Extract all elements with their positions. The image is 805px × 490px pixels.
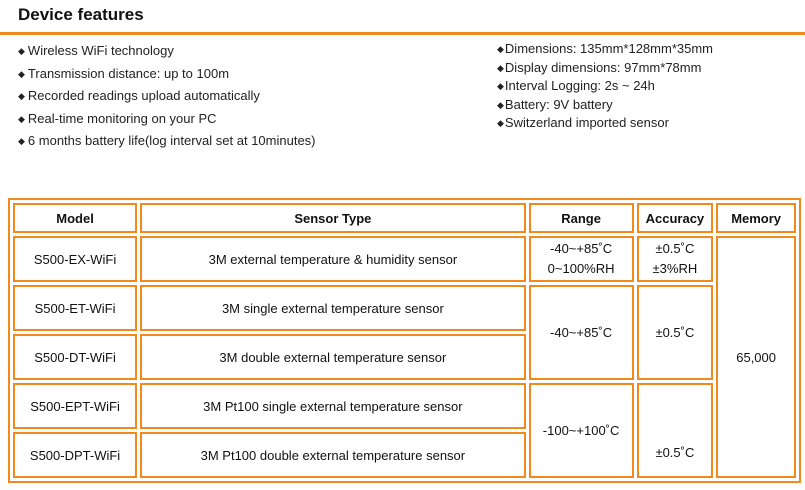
feature-item: ◆ Transmission distance: up to 100m (18, 63, 316, 86)
header-sensor-type: Sensor Type (140, 203, 526, 233)
section-title: Device features (18, 5, 144, 24)
accuracy-cell: ±0.5˚C (637, 285, 714, 380)
header-model: Model (13, 203, 137, 233)
feature-item: ◆Interval Logging: 2s ~ 24h (497, 77, 713, 96)
diamond-bullet-icon: ◆ (497, 62, 504, 73)
diamond-bullet-icon: ◆ (18, 113, 25, 124)
range-temp: -40~+85˚C (550, 241, 613, 256)
accuracy-temp: ±0.5˚C (655, 241, 695, 256)
header-range: Range (529, 203, 634, 233)
diamond-bullet-icon: ◆ (497, 99, 504, 110)
range-cell: -40~+85˚C (529, 285, 634, 380)
table-row (13, 236, 796, 282)
section-header (0, 0, 805, 34)
feature-item: ◆ 6 months battery life(log interval set at 10minutes) (18, 130, 316, 153)
diamond-bullet-icon: ◆ (18, 46, 25, 56)
sensor-cell: 3M Pt100 double external temperature sensor (140, 432, 526, 478)
feature-item: ◆Display dimensions: 97mm*78mm (497, 59, 713, 78)
accuracy-cell: ±0.5˚C (637, 383, 714, 478)
sensor-cell: 3M external temperature & humidity sensor (140, 236, 526, 282)
features-list-right (497, 40, 713, 133)
feature-item: ◆ Real-time monitoring on your PC (18, 108, 316, 131)
diamond-bullet-icon: ◆ (497, 118, 504, 128)
sensor-cell: 3M Pt100 single external temperature sensor (140, 383, 526, 429)
sensor-cell: 3M double external temperature sensor (140, 334, 526, 380)
feature-item: ◆Battery: 9V battery (497, 96, 713, 115)
spec-table (8, 198, 801, 483)
model-cell: S500-ET-WiFi (13, 285, 137, 331)
table-row (13, 383, 796, 429)
table-row (13, 285, 796, 331)
feature-item: ◆Switzerland imported sensor (497, 114, 713, 133)
model-cell: S500-DPT-WiFi (13, 432, 137, 478)
header-divider (0, 32, 805, 35)
diamond-bullet-icon: ◆ (18, 68, 25, 79)
memory-cell: 65,000 (716, 236, 796, 478)
diamond-bullet-icon: ◆ (497, 44, 504, 54)
range-cell (529, 236, 634, 282)
table-header-row (13, 203, 796, 233)
feature-item: ◆ Wireless WiFi technology (18, 40, 316, 63)
header-memory: Memory (716, 203, 796, 233)
sensor-cell: 3M single external temperature sensor (140, 285, 526, 331)
range-cell: -100~+100˚C (529, 383, 634, 478)
diamond-bullet-icon: ◆ (497, 81, 504, 91)
diamond-bullet-icon: ◆ (18, 136, 25, 146)
accuracy-humidity: ±3%RH (652, 261, 698, 276)
model-cell: S500-DT-WiFi (13, 334, 137, 380)
range-humidity: 0~100%RH (547, 261, 615, 276)
feature-item: ◆ Recorded readings upload automatically (18, 85, 316, 108)
accuracy-cell (637, 236, 714, 282)
model-cell: S500-EX-WiFi (13, 236, 137, 282)
diamond-bullet-icon: ◆ (18, 91, 25, 101)
feature-item: ◆Dimensions: 135mm*128mm*35mm (497, 40, 713, 59)
features-list-left (18, 40, 316, 153)
header-accuracy: Accuracy (637, 203, 714, 233)
model-cell: S500-EPT-WiFi (13, 383, 137, 429)
